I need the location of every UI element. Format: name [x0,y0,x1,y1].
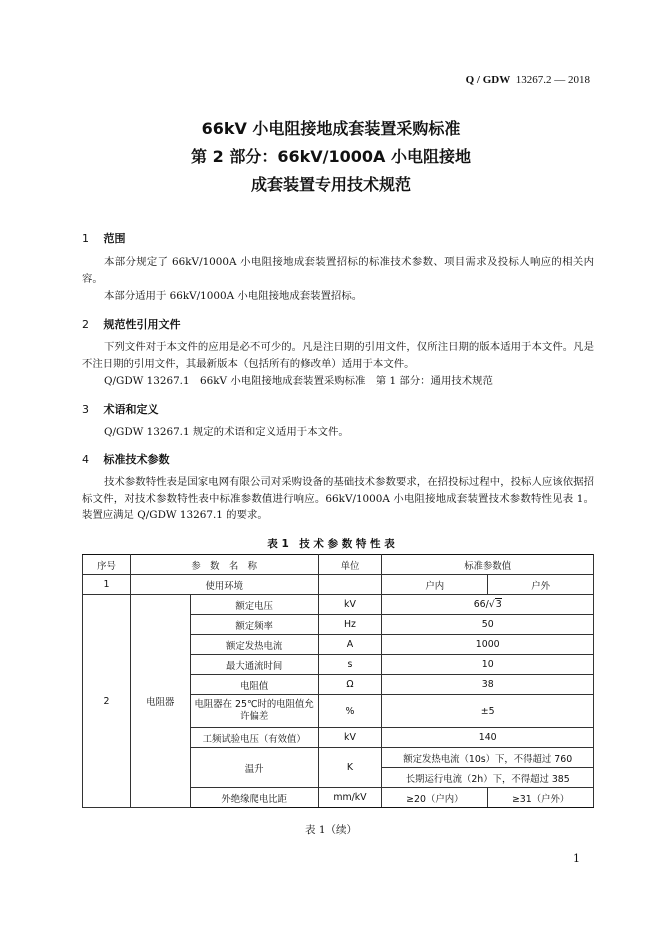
row-unit [318,575,382,595]
row-name: 额定电压 [190,595,318,615]
group-category: 电阻器 [130,595,190,808]
row-value: 140 [382,728,594,748]
section-2-paragraph-2: Q/GDW 13267.1 66kV 小电阻接地成套装置采购标准 第 1 部分：通用技术规范 [104,375,493,387]
row-value-b: 长期运行电流（2h）下，不得超过 385 [382,768,594,788]
spec-table [82,554,594,808]
row-indoor: 户内 [382,575,488,595]
row-name: 最大通流时间 [190,655,318,675]
section-4-heading [82,451,170,467]
row-value: 50 [382,615,594,635]
row-unit: Hz [318,615,382,635]
row-value-outdoor: ≥31（户外） [488,788,594,808]
row-name: 外绝缘爬电比距 [190,788,318,808]
row-name: 额定发热电流 [190,635,318,655]
standard-header [466,74,590,86]
section-1-paragraph-1: 本部分规定了 66kV/1000A 小电阻接地成套装置招标的标准技术参数、项目需求及投标人响应的相关内容。 [82,256,594,285]
section-1-paragraph-2: 本部分适用于 66kV/1000A 小电阻接地成套装置招标。 [104,290,363,302]
value-radicand: 3 [495,599,502,610]
section-title: 术语和定义 [103,403,159,416]
page-number: 1 [573,852,580,865]
section-3-paragraph-1: Q/GDW 13267.1 规定的术语和定义适用于本文件。 [104,426,349,438]
standard-number: 13267.2 — 2018 [515,74,590,86]
table-caption: 表 1 技 术 参 数 特 性 表 [267,538,395,550]
row-unit: K [318,748,382,788]
header-seq: 序号 [83,555,131,575]
section-1-heading [82,230,126,246]
section-3-heading [82,401,159,417]
header-unit: 单位 [318,555,382,575]
row-value: 1000 [382,635,594,655]
row-value: 10 [382,655,594,675]
table-header-row [83,555,594,575]
section-4-paragraph-1: 技术参数特性表是国家电网有限公司对采购设备的基础技术参数要求，在招投标过程中，投标人应该依据招标文件，对技术参数特性表中标准参数值进行响应。66kV/1000A 小电阻接地成套装置技术参数特性见表 1。装置应满足 Q/GDW 13267.1 的要求。 [82,476,594,521]
row-name: 电阻值 [190,675,318,695]
row-name: 电阻器在 25℃时的电阻值允许偏差 [190,695,318,728]
table-row [83,595,594,615]
section-number: 2 [82,318,89,331]
section-2-paragraph-1: 下列文件对于本文件的应用是必不可少的。凡是注日期的引用文件，仅所注日期的版本适用于本文件。凡是不注日期的引用文件，其最新版本（包括所有的修改单）适用于本文件。 [82,341,594,370]
row-seq: 1 [83,575,131,595]
row-value-indoor: ≥20（户内） [382,788,488,808]
title-line-1: 66kV 小电阻接地成套装置采购标准 [201,119,461,138]
section-2-heading [82,316,181,332]
section-number: 4 [82,453,89,466]
header-value: 标准参数值 [382,555,594,575]
row-value [382,595,594,615]
row-value: 38 [382,675,594,695]
section-number: 1 [82,232,89,245]
header-param: 参 数 名 称 [130,555,318,575]
row-unit: Ω [318,675,382,695]
row-unit: s [318,655,382,675]
row-value: ±5 [382,695,594,728]
row-unit: kV [318,595,382,615]
table-row [83,575,594,595]
row-unit: mm/kV [318,788,382,808]
row-name: 额定频率 [190,615,318,635]
row-unit: kV [318,728,382,748]
section-number: 3 [82,403,89,416]
sqrt-icon: √ [488,599,495,610]
row-value-a: 额定发热电流（10s）下，不得超过 760 [382,748,594,768]
row-name: 温升 [190,748,318,788]
row-unit: % [318,695,382,728]
group-seq: 2 [83,595,131,808]
row-unit: A [318,635,382,655]
title-line-2: 第 2 部分：66kV/1000A 小电阻接地 [191,147,471,166]
row-name: 工频试验电压（有效值） [190,728,318,748]
row-name: 使用环境 [130,575,318,595]
table-continued-caption: 表 1（续） [304,824,358,836]
value-prefix: 66/ [473,599,489,610]
section-title: 范围 [103,232,126,245]
row-outdoor: 户外 [488,575,594,595]
section-title: 标准技术参数 [103,453,170,466]
section-title: 规范性引用文件 [103,318,181,331]
standard-prefix: Q / GDW [465,74,511,86]
title-line-3: 成套装置专用技术规范 [250,175,411,194]
